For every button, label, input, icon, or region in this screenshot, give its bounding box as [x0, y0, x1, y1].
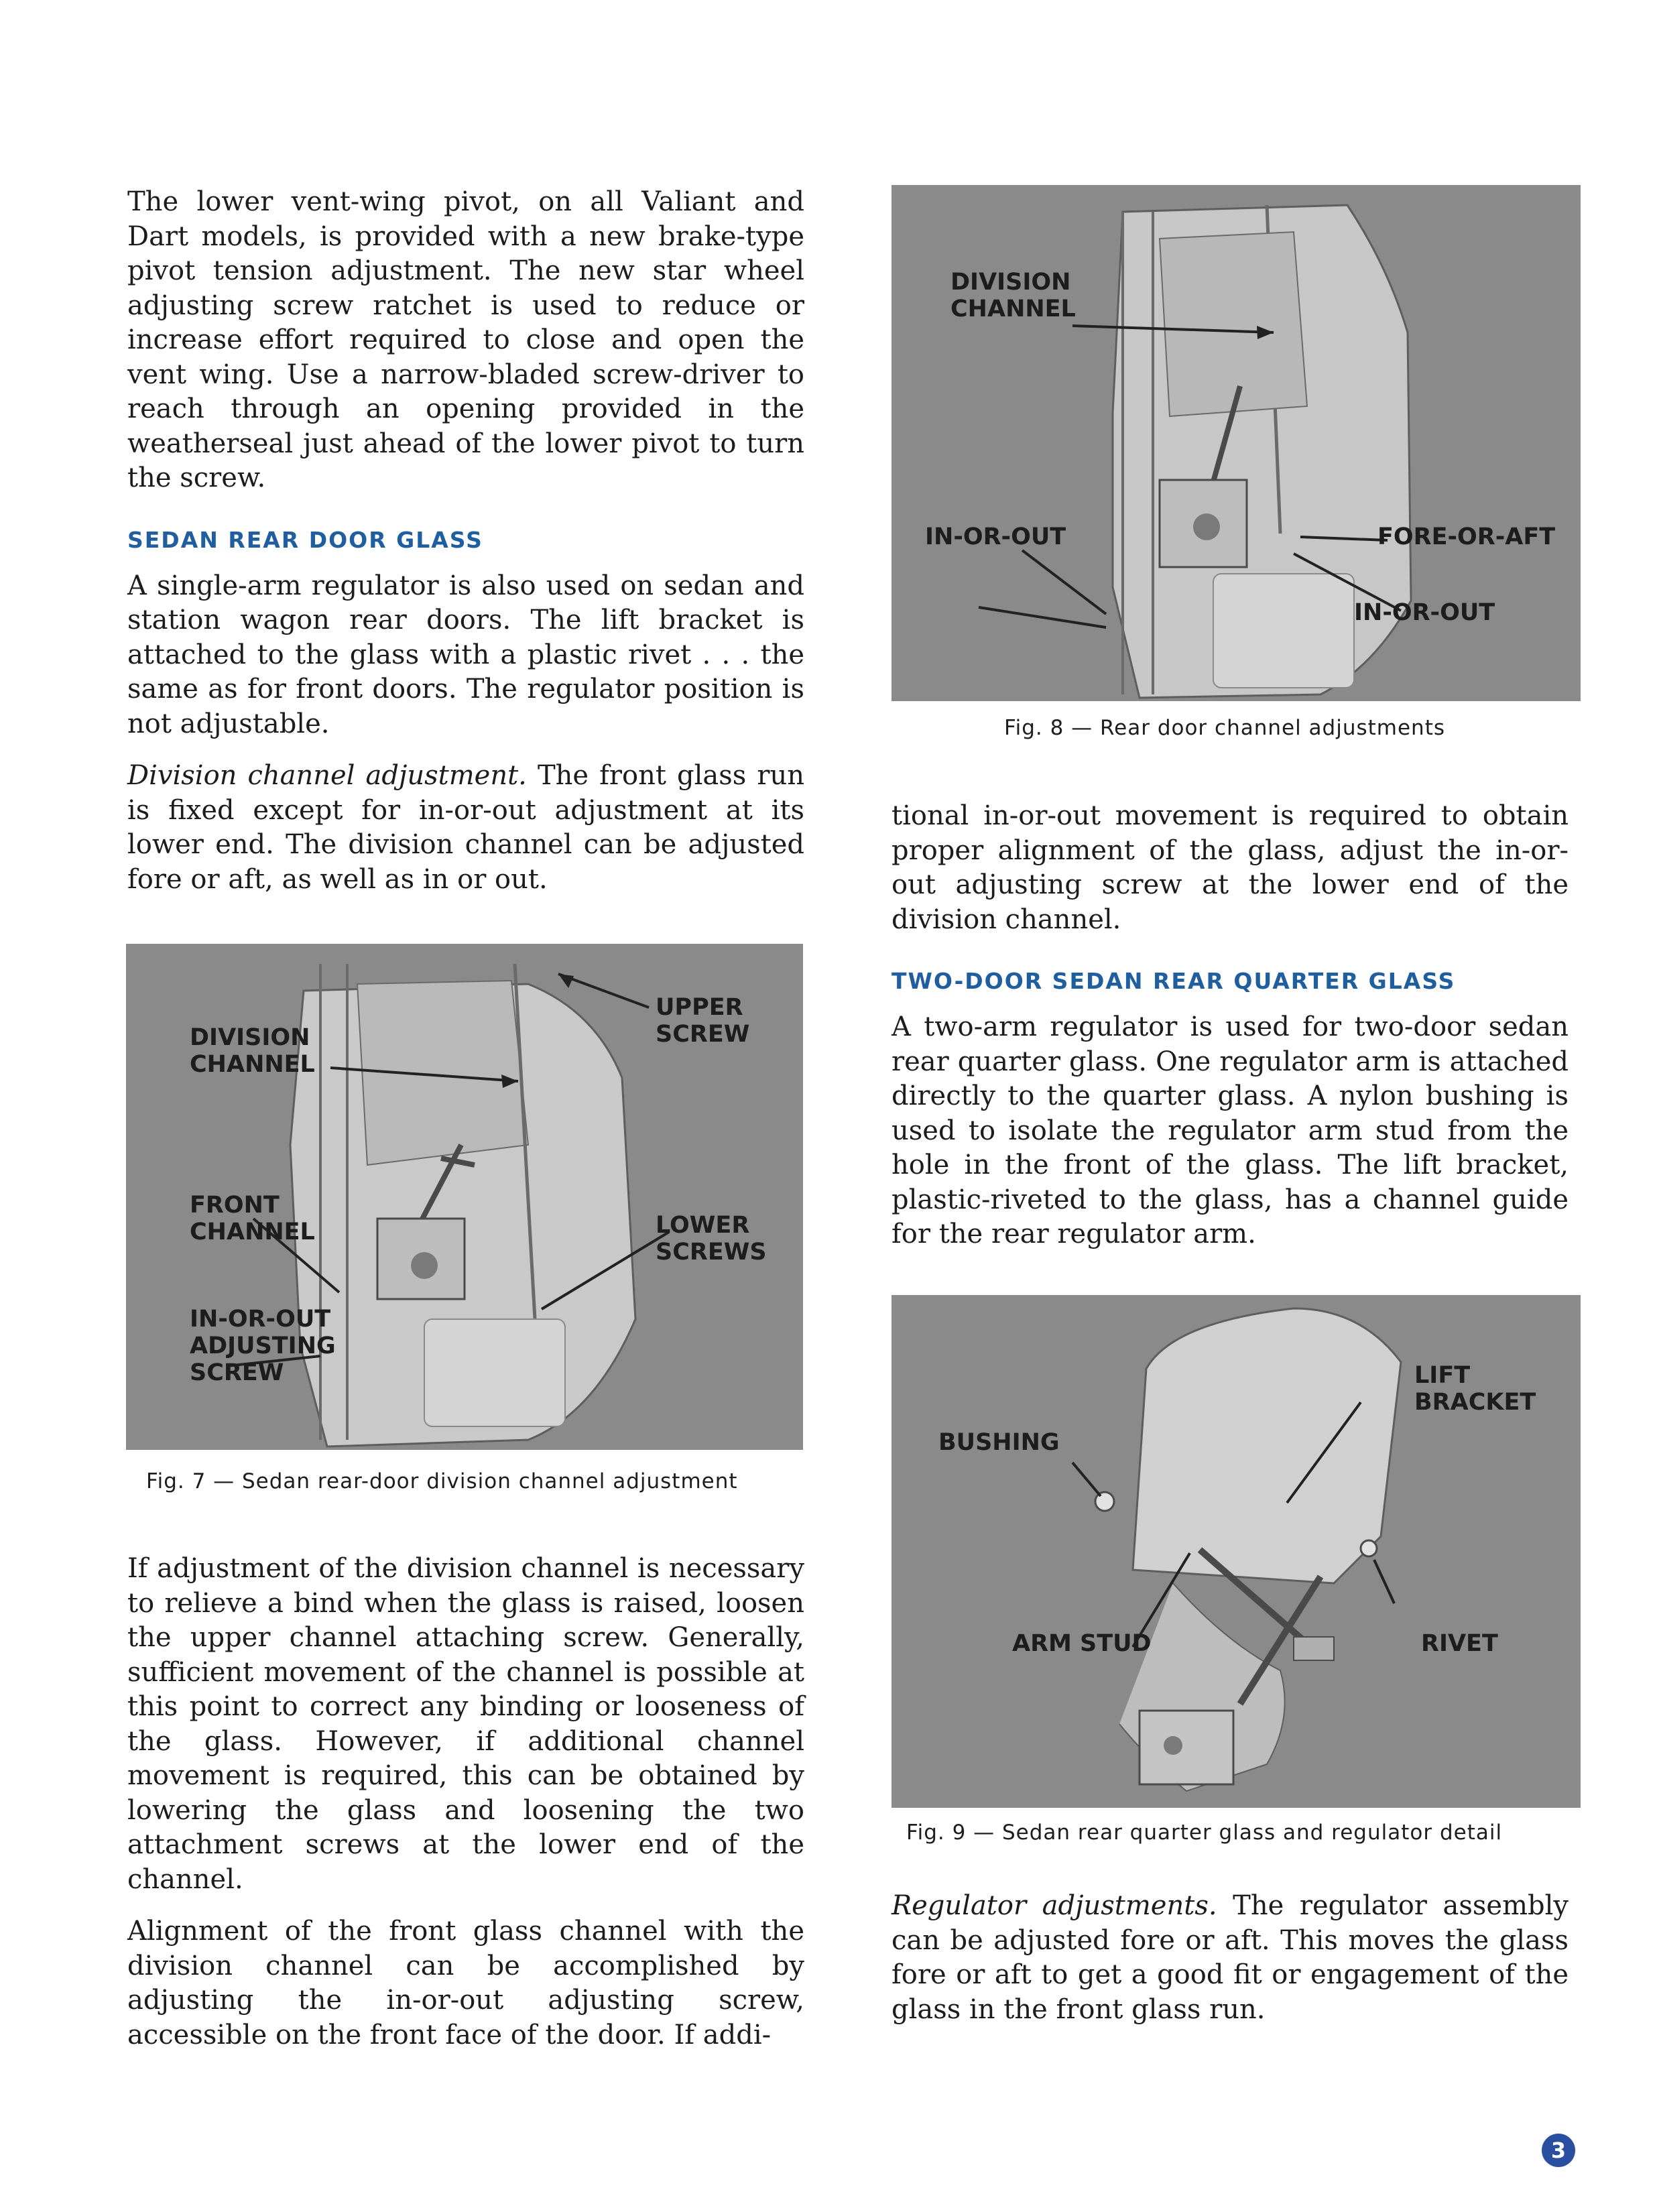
division-channel-text: The front glass run is fixed except for in-or-out adjustment at its lower end. The division channel can be adjusted fore or aft, as well as in or out. — [127, 760, 804, 895]
label-lift-bracket: LIFT BRACKET — [1414, 1362, 1536, 1416]
figure-7-caption: Fig. 7 — Sedan rear-door division channel adjustment — [146, 1469, 738, 1493]
figure-8-photo — [892, 185, 1581, 701]
vent-wing-paragraph: The lower vent-wing pivot, on all Valiant and Dart models, is provided with a new brake-type pivot tension adjustment. The new star wheel adjusting screw ratchet is used to reduce or increase effort required to close and open the vent wing. Use a narrow-bladed screw-driver to reach through an opening provided in the weatherseal just ahead of the lower pivot to turn the screw. — [127, 186, 804, 493]
division-channel-paragraph — [127, 759, 804, 897]
label-fore-or-aft: FORE-OR-AFT — [1377, 524, 1556, 550]
figure-7-photo — [126, 944, 803, 1450]
regulator-adjustments-paragraph — [892, 1889, 1569, 2027]
two-arm-regulator-paragraph: A two-arm regulator is used for two-door sedan rear quarter glass. One regulator arm is attached directly to the quarter glass. A nylon bushing is used to isolate the regulator arm stud from the hole in the front of the glass. The lift bracket, plastic-riveted to the glass, has a channel guide for the rear regulator arm. — [892, 1011, 1569, 1249]
label-front-channel: FRONT CHANNEL — [190, 1192, 315, 1245]
label-in-or-out-right: IN-OR-OUT — [1354, 599, 1495, 626]
left-column-lower — [127, 1552, 804, 2052]
label-rivet: RIVET — [1421, 1630, 1498, 1657]
right-column — [892, 799, 1569, 1252]
label-division-channel: DIVISION CHANNEL — [950, 269, 1076, 322]
regulator-adjustments-lead: Regulator adjustments. — [892, 1890, 1217, 1921]
label-in-or-out-adjusting-screw: IN-OR-OUT ADJUSTING SCREW — [190, 1306, 336, 1386]
alignment-paragraph: Alignment of the front glass channel with the division channel can be accomplished by adjusting the in-or-out adjusting screw, accessible on the front face of the door. If addi- — [127, 1916, 804, 2050]
figure-9-photo — [892, 1295, 1581, 1808]
right-column-lower — [892, 1889, 1569, 2027]
figure-8-caption: Fig. 8 — Rear door channel adjustments — [1004, 716, 1446, 740]
label-division-channel: DIVISION CHANNEL — [190, 1024, 315, 1078]
heading-sedan-rear-door-glass: SEDAN REAR DOOR GLASS — [127, 526, 483, 553]
single-arm-regulator-paragraph: A single-arm regulator is also used on sedan and station wagon rear doors. The lift bracket is attached to the glass with a plastic rivet . . . the same as for front doors. The regulator position is not adjustable. — [127, 570, 804, 739]
left-column — [127, 185, 804, 897]
label-upper-screw: UPPER SCREW — [656, 994, 750, 1048]
figure-9-caption: Fig. 9 — Sedan rear quarter glass and regulator detail — [906, 1821, 1503, 1845]
additional-movement-paragraph: tional in-or-out movement is required to obtain proper alignment of the glass, adjust the in-or-out adjusting screw at the lower end of the division channel. — [892, 800, 1569, 935]
label-in-or-out-left: IN-OR-OUT — [925, 524, 1066, 550]
page-number-badge: 3 — [1542, 2134, 1575, 2167]
bind-adjustment-paragraph: If adjustment of the division channel is necessary to relieve a bind when the glass is raised, loosen the upper channel attaching screw. Generally, sufficient movement of the channel is possible at this point to correct any binding or looseness of the glass. However, if additional channel movement is required, this can be obtained by lowering the glass and loosening the two attachment screws at the lower end of the channel. — [127, 1553, 804, 1895]
label-lower-screws: LOWER SCREWS — [656, 1212, 767, 1266]
label-bushing: BUSHING — [938, 1429, 1060, 1456]
label-arm-stud: ARM STUD — [1012, 1630, 1152, 1657]
division-channel-lead: Division channel adjustment. — [127, 760, 527, 791]
heading-two-door-sedan-rear-quarter-glass: TWO-DOOR SEDAN REAR QUARTER GLASS — [892, 968, 1456, 994]
regulator-adjustments-text: The regulator assembly can be adjusted fore or aft. This moves the glass fore or aft to get a good fit or engagement of the glass in the front glass run. — [892, 1890, 1569, 2025]
